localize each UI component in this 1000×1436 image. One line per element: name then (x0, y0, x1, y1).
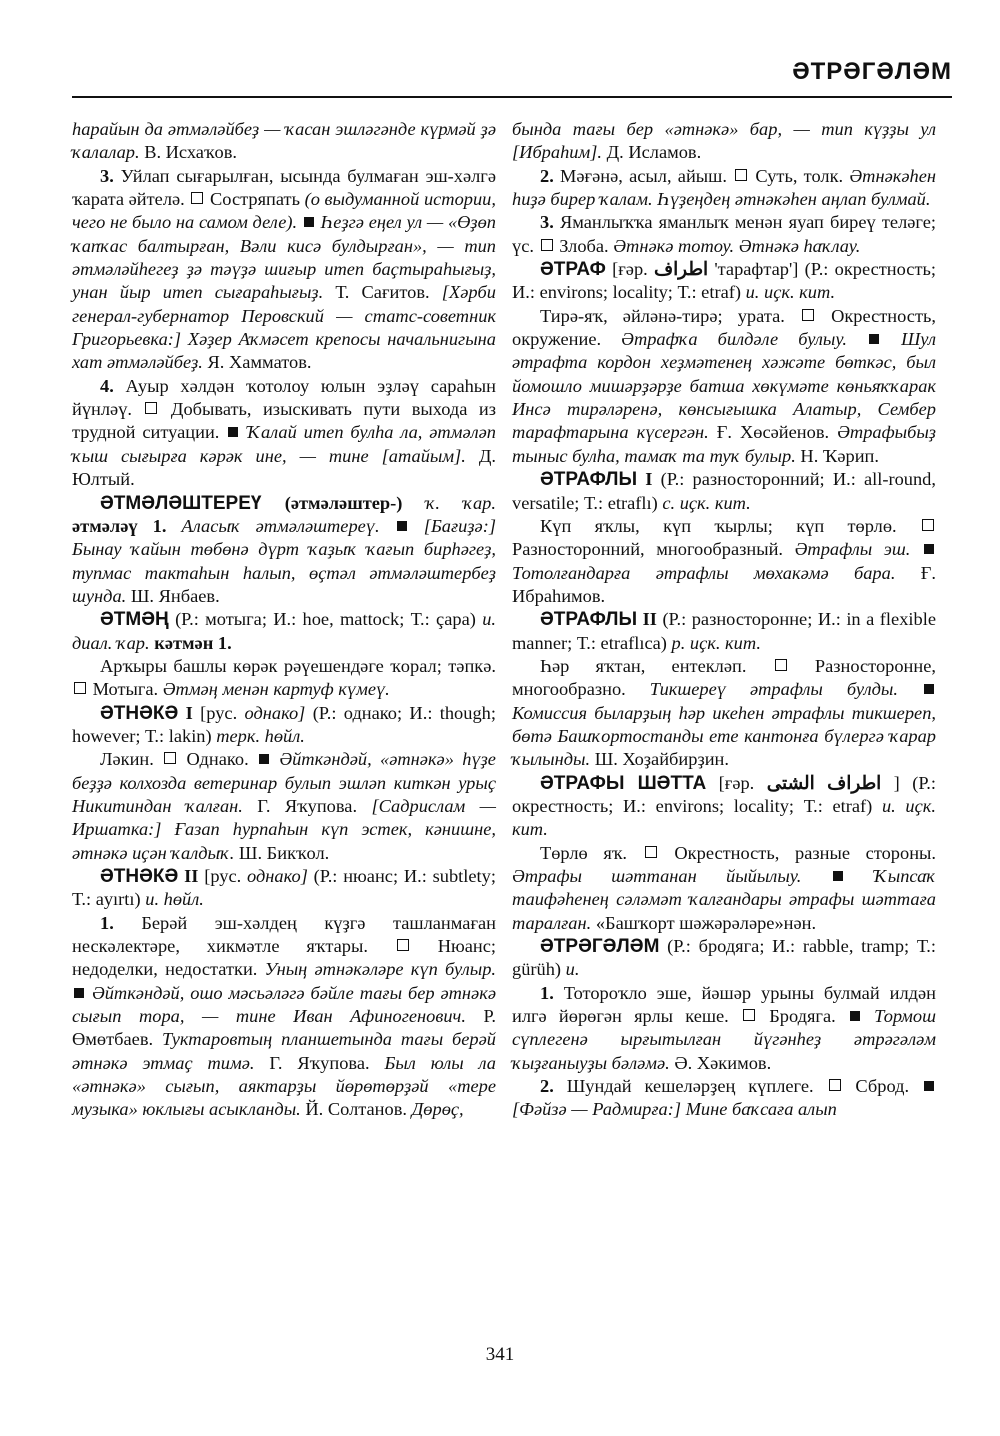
entry-atnaka-1-definition (72, 748, 496, 865)
translation-marker-icon (74, 682, 86, 694)
homonym-number: I (645, 469, 653, 490)
example-text: [Фәйзә — Радмирға:] Мине баҡсаға алып (512, 1099, 837, 1120)
example-text: Тикшереү әтрафлы булды. (649, 679, 898, 700)
headword: ӘТРАФЛЫ (540, 609, 638, 631)
example-marker-icon (833, 871, 843, 881)
running-head-title: ӘТРӘГӘЛӘМ (792, 58, 952, 85)
translations: (Р.: мотыга; И.: hoe, mattock; Т.: çapa) (175, 609, 476, 630)
headword: ӘТРӘГӘЛӘМ (540, 936, 660, 958)
grammar-tag: и. һөйл. (145, 889, 204, 910)
definition: Ләкин. (100, 749, 154, 770)
homonym-number: II (184, 866, 199, 886)
headword: ӘТНӘКӘ (100, 866, 179, 887)
source-citation: В. Исхаҡов. (144, 142, 237, 163)
example-text: Комиссия быларҙың һәр икеһен әтрафлы тикшереп, бөтә Башҡортостанды ете кантонға бүлергә ҡарар ҡылынды. (512, 702, 936, 770)
example-marker-icon (259, 754, 269, 764)
translation-marker-icon (829, 1079, 841, 1091)
source-citation: Р. Өмөтбаев. (72, 1006, 496, 1050)
example-text: Тотолғандарға әтрафлы мөхакәмә бара. (512, 562, 896, 583)
entry-atrafly-1-definition (512, 515, 936, 608)
grammar-tag: р. иҫк. кит. (671, 632, 761, 653)
example-marker-icon (228, 427, 238, 437)
entry-atrafy-shatta-definition (512, 842, 936, 935)
entry-atrafly-1 (512, 468, 936, 515)
definition: Тирә-яҡ, әйләнә-тирә; урата. (540, 305, 785, 326)
entry-atrafy-shatta (512, 772, 936, 842)
definition: Арҡыры башлы көрәк рәүешендәге ҡорал; тәпкә. (100, 655, 496, 676)
example-text: Аласыҡ әтмәләштереү. (181, 515, 380, 536)
example-text: Әтрафыбыҙ тыныс булһа, тамаҡ та туҡ булыр. (512, 422, 936, 466)
definition: Һәр яҡтан, ентекләп. (540, 655, 747, 676)
russian-equivalent: Нюанс; недоделки, недостатки. (72, 936, 496, 980)
grammar-form: (әтмәләштер-) (284, 492, 403, 513)
russian-equivalent: Бродяга. (769, 1006, 836, 1027)
source-citation: Я. Хамматов. (207, 352, 312, 373)
example-text: Шул әтрафта кордон хеҙмәтенең хәжәте бөткәс, был йомошло мишәрҙәрҙе батша хөкүмәте көньяҡҡарак Инсә тирәләренә, көнсығышка Алатыр, Сембер тарафтарына күсергән. (512, 329, 936, 443)
grammar-tag: и. диал. ҡар. (72, 609, 496, 653)
russian-equivalent: Разносторонне, многообразно. (512, 655, 936, 700)
translations: (Р.: однако; И.: though; however; Т.: lakin) (72, 702, 496, 746)
left-column (72, 118, 496, 1122)
definition: Ауыр хәлдән ҡотолоу юлын эҙләү сараһын йүнләү. (72, 375, 496, 420)
source-citation: «Башҡорт шәжәрәләре»нән. (595, 912, 817, 933)
example-marker-icon (924, 684, 934, 694)
example-text: [Бағиҙә:] Бынау ҡайын төбөнә дүрт ҡаҙыҡ ҡағып бирһәгеҙ, тупмас тактаһын һалып, өҫтәл әтмәләштербеҙ шунда. (72, 515, 496, 606)
russian-equivalent: Мотыга. (92, 679, 159, 700)
source-citation: Т. Сағитов. (335, 282, 430, 303)
definition: Тотороҡло эше, йәшәр урыны булмай илдән илгә йөрөгән ярлы кеше. (512, 982, 936, 1027)
definition: Төрлө яҡ. (540, 842, 628, 863)
example-marker-icon (74, 988, 84, 998)
source-citation: Ғ. Ибраһимов. (512, 562, 936, 606)
sense-3 (72, 165, 496, 375)
translation-marker-icon (775, 659, 787, 671)
arabic-script: اطراف (654, 259, 709, 280)
source-citation: Ғ. Хөсәйенов. (716, 422, 830, 443)
source-citation: Д. Юлтый. (72, 445, 496, 490)
entry-atraf (512, 258, 936, 305)
source-citation: Ш. Хоҙайбирҙин. (594, 749, 729, 770)
translations: (Р.: нюанс; И.: subtlety; Т.: ayırtı) (72, 866, 496, 910)
entry-atmang (72, 608, 496, 655)
headword: ӘТРАФ (540, 259, 606, 281)
sense-number: 3. (540, 212, 554, 233)
definition: Берәй эш-хәлдең күҙгә ташланмаған нескәлектәре, хикмәтле яҡтары. (72, 912, 496, 957)
etymology-word: однако] (247, 866, 308, 886)
russian-equivalent: Однако. (186, 749, 249, 770)
sense-number: 2. (540, 165, 554, 186)
russian-equivalent: Окрестность, окружение. (512, 305, 936, 350)
russian-equivalent: Состряпать (210, 189, 300, 210)
example-marker-icon (924, 1081, 934, 1091)
example-text: Ҡыпсаҡ таифәһенең сәләмәт ҡалғандары әтрафы шәттаға таралған. (512, 866, 936, 933)
right-column (512, 118, 936, 1122)
grammar-tag: и. (565, 959, 580, 980)
entry-atragalam-sense-1 (512, 982, 936, 1075)
translation-marker-icon (541, 239, 553, 251)
entry-atnaka-1 (72, 702, 496, 749)
source-citation: Ш. Янбаев. (130, 585, 220, 606)
continued-paragraph (512, 118, 936, 165)
etymology-gloss: 'тарафтар'] (714, 259, 799, 280)
definition: Шундай кешеләрҙең күплеге. (566, 1076, 814, 1097)
etymology: [рус. (200, 702, 238, 723)
example-text: Әйткәндәй, «әтнәкә» һүҙе беҙҙә колхозда ветеринар булып эшләп киткән урыҫ Никитиндан ҡалған. (72, 749, 496, 816)
russian-equivalent: Суть, толк. (755, 165, 844, 186)
source-citation: Й. Солтанов. (305, 1099, 407, 1120)
headword: ӘТНӘКӘ (100, 702, 179, 724)
example-marker-icon (924, 544, 934, 554)
homonym-number: II (642, 609, 657, 630)
entry-atmang-definition (72, 655, 496, 702)
page-number: 341 (485, 1344, 515, 1365)
definition: Яманлыҡҡа яманлыҡ менән яуап биреү теләге; үс. (512, 212, 936, 256)
russian-equivalent: Злоба. (559, 235, 609, 256)
etymology-close: ] (893, 772, 900, 793)
sense-3 (512, 211, 936, 258)
headword: ӘТРАФЫ ШӘТТА (540, 772, 707, 794)
translation-marker-icon (645, 846, 657, 858)
translations: (Р.: разносторонний; И.: all-round, versatile; Т.: etraflı) (512, 469, 936, 513)
definition: Мәғәнә, асыл, айыш. (560, 165, 727, 186)
translations: (Р.: окрестность; И.: environs; locality; Т.: etraf) (512, 772, 936, 816)
example-marker-icon (850, 1011, 860, 1021)
entry-atnaka-2-sense-1 (72, 912, 496, 1122)
entry-atragalam (512, 935, 936, 982)
translations: (Р.: окрестность; И.: environs; locality; Т.: etraf) (512, 259, 936, 303)
example-text: Әтрафы шәттанан йыйылыу. (512, 866, 802, 886)
russian-equivalent: Добывать, изыскивать пути выхода из трудной ситуации. (72, 399, 496, 443)
sense-2 (512, 165, 936, 212)
entry-atmalashtereu (72, 492, 496, 609)
example-text: Уның әтнәкәләре күп булыр. (264, 959, 496, 980)
translation-marker-icon (191, 192, 203, 204)
example-text: Әйткәндәй, ошо мәсьәләгә бәйле тағы бер әтнәкә сығып тора, — тине Иван Афиногенович. (72, 982, 496, 1027)
sense-number: 2. (540, 1076, 554, 1097)
translations: (Р.: разносторонне; И.: in a flexible manner; Т.: etraflıca) (512, 609, 936, 653)
sense-4 (72, 375, 496, 492)
definition: Күп яҡлы, күп ҡырлы; күп төрлө. (540, 515, 897, 536)
example-text: Был юлы ла «әтнәкә» сығып, аяктарҙы йөрөтөрҙәй «тере музыка» юклығы асыкланды. (72, 1052, 496, 1120)
translation-marker-icon (922, 519, 934, 531)
translation-marker-icon (743, 1009, 755, 1021)
running-header (72, 56, 952, 98)
example-text: Әтрафҡа билдәле булыу. (621, 329, 847, 350)
translation-marker-icon (802, 309, 814, 321)
headword: ӘТРАФЛЫ (540, 469, 638, 491)
example-text: Ҡалай итеп булһа ла, әтмәләп ҡыш сығырға кәрәк ине, — тине [атайым]. (72, 422, 496, 466)
translations: (Р.: бродяга; И.: rabble, tramp; Т.: gürüh) (512, 936, 936, 980)
arabic-script: اطراف الشتى (766, 772, 882, 793)
sense-number: 1. (100, 912, 114, 933)
example-text: [Хәрби генерал-губернатор Перовский — статс-советник Григорьевка:] Хәҙер Аҡмәсет крепосы начальнигына хат әтмәләйбеҙ. (72, 282, 496, 373)
grammar-tag: ҡ. ҡар. (425, 492, 496, 513)
headword: ӘТМӘҢ (100, 609, 169, 631)
entry-atragalam-sense-2 (512, 1075, 936, 1122)
sense-number: 4. (100, 375, 114, 396)
etymology-word: однако] (244, 702, 306, 723)
example-text: һарайын да әтмәләйбеҙ — ҡасан эшләгәнде күрмәй ҙә ҡалалар. (72, 119, 496, 163)
example-text: бында тағы бер «әтнәкә» бар, — тип күҙҙы ул [Ибраһим]. (512, 119, 936, 163)
grammar-tag: терк. һөйл. (216, 725, 305, 746)
homonym-number: I (185, 702, 193, 723)
example-marker-icon (397, 521, 407, 531)
sense-number: 3. (100, 165, 114, 186)
entry-atrafly-2 (512, 608, 936, 655)
russian-equivalent: Сброд. (855, 1076, 910, 1097)
source-citation: Г. Яҡупова. (269, 1052, 370, 1073)
example-text: Һеҙгә еңел ул — «Өҙөп ҡапҡас балтырған, Вәли кисә булдырған», — тип әтмәләйһегеҙ ҙә тәүҙә шиғыр итеп баҫтыраһығыҙ, унан йыр итеп сығараһығыҙ. (72, 212, 496, 303)
example-text: Туктаровтың планшетында тағы берәй әтнәкә этмаҫ тимә. (72, 1029, 496, 1073)
entry-atnaka-2 (72, 865, 496, 912)
grammar-tag: и. иҫк. кит. (745, 282, 836, 303)
entry-atrafly-2-definition (512, 655, 936, 772)
cross-reference: кәтмән 1. (154, 632, 232, 653)
entry-atraf-definition (512, 305, 936, 468)
source-citation: Д. Исламов. (606, 142, 702, 163)
etymology: [ғәр. (718, 772, 755, 793)
example-text: Дөрөҫ, (411, 1099, 464, 1120)
source-citation: Г. Яҡупова. (257, 795, 358, 816)
sense-number: 1. (540, 982, 554, 1003)
translation-marker-icon (164, 752, 176, 764)
russian-equivalent: Разносторонний, многообразный. (512, 539, 784, 560)
russian-note: (о выдуманной истории, чего не было на самом деле). (72, 189, 496, 233)
example-text: [Садрислам — Иршатка:] Ғазап һурпаһын күп эстек, кәнишне, әтнәкә иҫән ҡалдыҡ. (72, 795, 496, 863)
source-citation: Ш. Бикҡол. (238, 842, 330, 863)
continued-paragraph (72, 118, 496, 165)
example-marker-icon (304, 217, 314, 227)
example-text: Әтнәкәһен һиҙә бирер ҡалам. Һүҙеңдең әтнәкәһен аңлап булмай. (512, 165, 936, 210)
translation-marker-icon (735, 169, 747, 181)
etymology: [рус. (204, 866, 242, 886)
grammar-tag: с. иҫк. кит. (662, 492, 751, 513)
translation-marker-icon (145, 402, 157, 414)
definition: Уйлап сығарылған, ысында булмаған эш-хәлгә ҡарата әйтелә. (72, 165, 496, 210)
headword: ӘТМӘЛӘШТЕРЕҮ (100, 492, 262, 514)
russian-equivalent: Окрестность, разные стороны. (674, 842, 936, 863)
grammar-tag: и. иҫк. кит. (512, 795, 936, 840)
example-text: Әтнәкә тотоу. Әтнәкә һаҡлау. (613, 235, 861, 256)
example-text: Әтрафлы эш. (794, 539, 911, 560)
source-citation: Н. Ҡәрип. (800, 445, 879, 466)
example-marker-icon (869, 334, 879, 344)
translation-marker-icon (397, 939, 409, 951)
example-text: Тормош сүплегенә ырғытылған йүгәнһеҙ әтрәгәләм ҡыҙғаныуҙы бәләмә. (512, 1006, 936, 1073)
cross-reference: әтмәләү 1. (72, 515, 167, 536)
etymology: [ғәр. (612, 259, 648, 280)
example-text: Әтмәң менән картуф күмеү. (162, 679, 390, 700)
source-citation: Ә. Хәкимов. (674, 1052, 772, 1073)
